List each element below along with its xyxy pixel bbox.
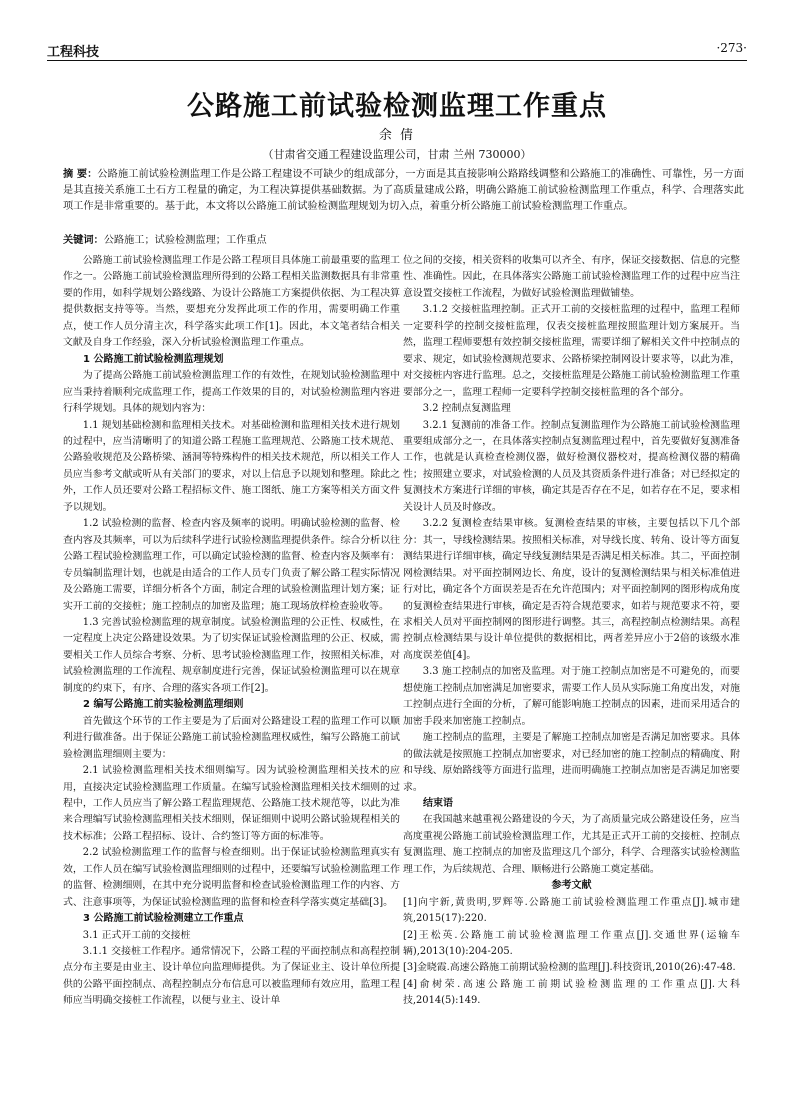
paragraph: 为了提高公路施工前试验检测监理工作的有效性，在规划试验检测监理中应当秉持着顺利完成监理工作，提高工作效果的目的，对试验检测监理内容进行科学规划。具体的规划内容为： xyxy=(63,370,400,415)
paragraph: 2.1 试验检测监理相关技术细则编写。因为试验检测监理相关技术的应用，直接决定试验检测监理工作质量。在编写试验检测监理相关技术细则的过程中，工作人员应当了解公路工程监理规范、公路施工技术规范等，以此为准来合理编写试验检测监理相关技术细则，保证细则中说明公路试验规程相关的技术标准；公路工程招标、设计、合约签订等方面的标准等。 xyxy=(63,765,400,842)
paragraph: 1.3 完善试验检测监理的规章制度。试验检测监理的公正性、权威性，在一定程度上决定公路建设效果。为了切实保证试验检测监理的公正、权威，需要相关工作人员综合考察、分析、思考试验检测监理工作，按照相关标准，对试验检测监理的工作流程、规章制度进行完善，保证试验检测监理可以在规章制度的约束下，有序、合理的落实各项工作[2]。 xyxy=(63,616,400,694)
subsection-heading: 3.1 正式开工前的交接桩 xyxy=(82,929,191,941)
author: 余 倩 xyxy=(378,128,416,143)
keywords-text: 公路施工；试验检测监理；工作重点 xyxy=(103,235,267,246)
left-column xyxy=(63,253,400,1010)
paragraph: 1.1 规划基础检测和监理相关技术。对基础检测和监理相关技术进行规划的过程中，应当清晰明了的知道公路工程施工监理规范、公路施工技术规范、公路验收规范及公路桥梁、涵洞等特殊构件的相关技术规范，所以相关工作人员应当参考文献或听从有关部门的要求，对以上信息予以规划和整理。除此之外，工作人员还要对公路工程招标文件、施工图纸、施工方案等相关方面文件予以规划。 xyxy=(63,419,400,513)
section-heading: 3 公路施工前试验检测建立工作重点 xyxy=(83,913,244,925)
section-heading: 2 编写公路施工前实验检测监理细则 xyxy=(83,699,244,711)
header-rule xyxy=(47,60,747,61)
reference-item: [2]王松英.公路施工前试验检测监理工作重点[J].交通世界(运输车辆),2013(10):204-205. xyxy=(403,929,740,958)
right-column xyxy=(403,253,740,1010)
paragraph: 1.2 试验检测的监督、检查内容及频率的说明。明确试验检测的监督、检查内容及其频率，可以为后续科学进行试验检测监理提供条件。综合分析以往公路工程试验检测监理工作，可以确定试验检测的监督、检查内容及频率有：专员编制监理计划，也就是由适合的工作人员专门负责了解公路工程实际情况及公路施工需要，详细分析各个方面，制定合理的试验检测监理计划方案；证实开工前的交接桩；施工控制点的加密及监理；施工现场放样检查验收等。 xyxy=(63,518,400,612)
section-heading: 结束语 xyxy=(423,797,453,809)
reference-item: [4]俞树荣.高速公路施工前期试验检测监理的工作重点[J].大科技,2014(5):149. xyxy=(403,978,740,1007)
paragraph: 3.1.2 交接桩监理控制。正式开工前的交接桩监理的过程中，监理工程师一定要科学的控制交接桩监理，仅表交接桩监理按照监理计划方案展开。当然，监理工程师要想有效控制交接桩监理，需要详细了解相关文件中控制点的要求、规定，如试验检测规范要求、公路桥梁控制网设计要求等，以此为准，对交接桩内容进行监理。总之，交接桩监理是公路施工前试验检测监理工作重要部分之一，监理工程师一定要科学控制交接桩监理的各个部分。 xyxy=(403,304,740,398)
section-heading: 1 公路施工前试验检测监理规划 xyxy=(83,353,224,365)
keywords-label: 关键词： xyxy=(63,235,104,246)
abstract-text: 公路施工前试验检测监理工作是公路工程建设不可缺少的组成部分，一方面是其直接影响公路路线调整和公路施工的准确性、可靠性，另一方面是其直接关系施工土石方工程量的确定，为工程决算提供基础数据。为了高质量建成公路，明确公路施工前试验检测监理工作重点，科学、合理落实此项工作是非常重要的。基于此，本文将以公路施工前试验检测监理规划为切入点，着重分析公路施工前试验检测监理工作重点。 xyxy=(63,169,744,213)
paragraph: 在我国越来越重视公路建设的今天，为了高质量完成公路建设任务，应当高度重视公路施工前试验检测监理工作，尤其是正式开工前的交接桩、控制点复测监理、施工控制点的加密及监理这几个部分，科学、合理落实试验检测监理工作，为后续规范、合理、顺畅进行公路施工奠定基础。 xyxy=(403,814,740,875)
keywords xyxy=(63,233,744,249)
subsection-heading: 3.2 控制点复测监理 xyxy=(422,403,511,415)
running-header xyxy=(47,41,747,61)
abstract xyxy=(63,167,744,216)
journal-name: 工程科技 xyxy=(47,45,100,60)
reference-item: [3]金晓霞.高速公路施工前期试验检测的监理[J].科技资讯,2010(26):47-48. xyxy=(403,962,736,974)
references-heading: 参考文献 xyxy=(551,880,592,892)
paragraph: 位之间的交接，相关资料的收集可以齐全、有序，保证交接数据、信息的完整性、准确性。因此，在具体落实公路施工前试验检测监理工作的过程中应当注意设置交接桩工作流程，为做好试验检测监理做铺垫。 xyxy=(403,255,740,299)
paragraph: 3.1.1 交接桩工作程序。通常情况下，公路工程的平面控制点和高程控制点分布主要是由业主、设计单位向监理师提供。为了保证业主、设计单位所提供的公路平面控制点、高程控制点分布信息可以被监理师有效应用，监理工程师应当明确交接桩工作流程，以便与业主、设计单 xyxy=(63,946,400,1007)
abstract-label: 摘 要： xyxy=(63,169,98,180)
page-number: ·273· xyxy=(716,41,747,55)
paragraph: 3.2.2 复测检查结果审核。复测检查结果的审核，主要包括以下几个部分：其一，导线检测结果。按照相关标准，对导线长度、转角、设计等方面复测结果进行详细审核，确定导线复测结果是否满足相关标准。其二，平面控制网检测结果。对平面控制网边长、角度，设计的复测检测结果与相关标准值进行对比，确定各个方面误差是否在允许范围内；对平面控制网的图形构成角度的复测检查结果进行审核，确定是否符合规范要求，如若与规范要求不符，要求相关人员对平面控制网的图形进行调整。其三，高程控制点检测结果。高程控制点检测结果与设计单位提供的数据相比，两者差异应小于2倍的该级水准高度误差值[4]。 xyxy=(403,518,740,661)
paragraph: 施工控制点的监理，主要是了解施工控制点加密是否满足加密要求。具体的做法就是按照施工控制点加密要求，对已经加密的施工控制点的精确度、附和导线、原始路线等方面进行监理，进而明确施工控制点加密是否满足加密要求。 xyxy=(403,732,740,793)
paragraph: 首先做这个环节的工作主要是为了后面对公路建设工程的监理工作可以顺利进行做准备。出于保证公路施工前试验检测监理权威性，编写公路施工前试验检测监理细则主要为： xyxy=(63,715,400,760)
paragraph: 2.2 试验检测监理工作的监督与检查细则。出于保证试验检测监理真实有效，工作人员在编写试验检测监理细则的过程中，还要编写试验检测监理工作的监督、检测细则，在其中充分说明监督和检查试验检测监理工作的内容、方式、注意事项等，为保证试验检测监理的监督和检查科学落实奠定基础[3]。 xyxy=(63,847,400,908)
paragraph: 3.2.1 复测前的准备工作。控制点复测监理作为公路施工前试验检测监理重要组成部分之一，在具体落实控制点复测监理过程中，首先要做好复测准备工作，也就是认真检查检测仪器，做好检测仪器校对，提高检测仪器的精确性；按照建立要求，对试验检测的人员及其资质条件进行准备；对已经拟定的复测技术方案进行详细的审核，确定其是否存在不足，如若存在不足，要求相关设计人员及时修改。 xyxy=(403,419,740,513)
article-title: 公路施工前试验检测监理工作重点 xyxy=(187,91,607,122)
reference-item: [1]向宇新,黄贵明,罗辉等.公路施工前试验检测监理工作重点[J].城市建筑,2015(17):220. xyxy=(403,896,740,925)
paragraph: 公路施工前试验检测监理工作是公路工程项目具体施工前最重要的监理工作之一。公路施工前试验检测监理所得到的公路工程相关监测数据具有非常重要的作用，如科学规划公路线路、为设计公路施工方案提供依据、为工程决算提供数据支持等等。当然，要想充分发挥此项工作的作用，需要明确工作重点，使工作人员分清主次，科学落实此项工作[1]。因此，本文笔者结合相关文献及自身工作经验，深入分析试验检测监理工作重点。 xyxy=(63,255,400,349)
paragraph: 3.3 施工控制点的加密及监理。对于施工控制点加密是不可避免的，而要想使施工控制点加密满足加密要求，需要工作人员从实际施工角度出发，对施工控制点进行全面的分析，了解可能影响施工控制点的因素，进而采用适合的加密手段来加密施工控制点。 xyxy=(403,666,740,727)
affiliation: （甘肃省交通工程建设监理公司，甘肃 兰州 730000） xyxy=(262,148,532,161)
